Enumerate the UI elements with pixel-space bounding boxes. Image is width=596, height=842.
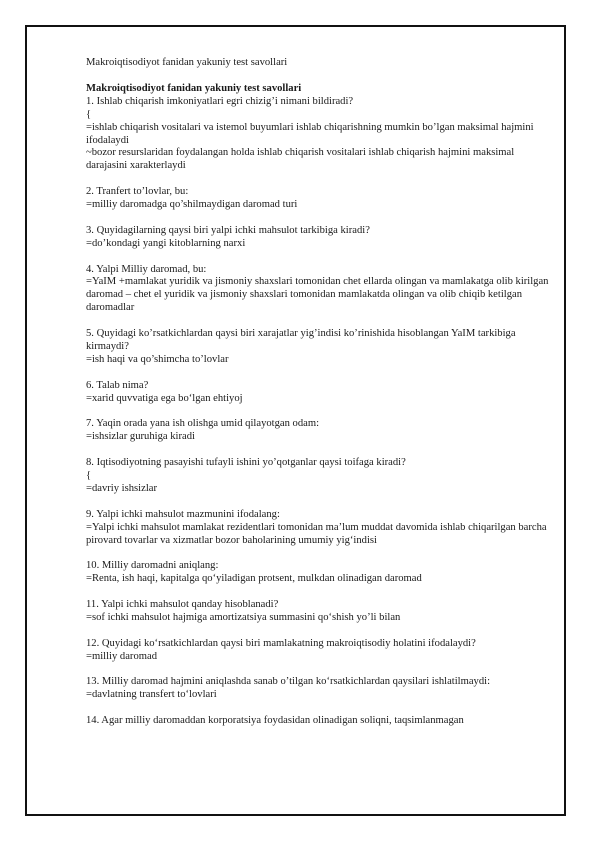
answer-line: =sof ichki mahsulot hajmiga amortizatsiya summasini qo‘shish yo’li bilan: [86, 611, 401, 623]
question-block: [86, 186, 556, 212]
question-block: [86, 638, 556, 664]
answer-line: =YaIM +mamlakat yuridik va jismoniy shaxslari tomonidan chet ellarda olingan va mamlakatga olib kirilgan daromad – chet el yuridik va jismoniy shaxslari tomonidan mamlakatda olingan va olib chiqib ketilgan daromadlar: [86, 276, 549, 314]
question-block: [86, 509, 556, 548]
question-block: [86, 380, 556, 406]
question-block: [86, 599, 556, 625]
question-block: [86, 418, 556, 444]
question-text: 11. Yalpi ichki mahsulot qanday hisoblanadi?: [86, 599, 279, 610]
question-text: 6. Talab nima?: [86, 379, 149, 391]
question-text: 3. Quyidagilarning qaysi biri yalpi ichki mahsulot tarkibiga kiradi?: [86, 224, 370, 236]
answer-line: =do’kondagi yangi kitoblarning narxi: [86, 237, 246, 249]
question-block: [86, 96, 556, 173]
question-block: [86, 264, 556, 316]
running-title: Makroiqtisodiyot fanidan yakuniy test savollari: [86, 57, 288, 68]
question-block: [86, 328, 556, 367]
question-list: [86, 96, 556, 728]
question-text: 2. Tranfert to’lovlar, bu:: [86, 186, 189, 198]
answer-line: =ishlab chiqarish vositalari va istemol buyumlari ishlab chiqarishning mumkin bo’lgan maksimal hajmini ifodalaydi: [86, 121, 534, 146]
question-block: [86, 715, 556, 728]
answer-line: ~bozor resurslaridan foydalangan holda ishlab chiqarish vositalari ishlab chiqarish hajmini maksimal darajasini xarakterlaydi: [86, 147, 515, 172]
question-block: [86, 560, 556, 586]
question-text: 10. Milliy daromadni aniqlang:: [86, 560, 219, 572]
answer-line: {: [86, 469, 92, 481]
answer-line: {: [86, 108, 92, 120]
question-text: 14. Agar milliy daromaddan korporatsiya foydasidan olinadigan soliqni, taqsimlanmagan: [86, 715, 464, 727]
document-body: [86, 57, 556, 741]
answer-line: =ish haqi va qo’shimcha to’lovlar: [86, 353, 229, 365]
question-block: [86, 457, 556, 496]
question-text: 12. Quyidagi ko‘rsatkichlardan qaysi biri mamlakatning makroiqtisodiy holatini ifodalaydi?: [86, 637, 476, 649]
answer-line: =xarid quvvatiga ega bo‘lgan ehtiyoj: [86, 392, 243, 404]
question-text: 7. Yaqin orada yana ish olishga umid qilayotgan odam:: [86, 418, 320, 430]
document-title: Makroiqtisodiyot fanidan yakuniy test savollari: [86, 82, 302, 94]
answer-line: =ishsizlar guruhiga kiradi: [86, 431, 195, 443]
answer-line: =milliy daromad: [86, 650, 157, 662]
question-block: [86, 676, 556, 702]
question-text: 13. Milliy daromad hajmini aniqlashda sanab o’tilgan ko‘rsatkichlardan qaysilari ishlatilmaydi:: [86, 676, 491, 688]
question-text: 9. Yalpi ichki mahsulot mazmunini ifodalang:: [86, 508, 280, 520]
answer-line: =milliy daromadga qo’shilmaydigan daromad turi: [86, 199, 298, 211]
answer-line: =davlatning transfert to‘lovlari: [86, 689, 217, 701]
answer-line: =Renta, ish haqi, kapitalga qo‘yiladigan protsent, mulkdan olinadigan daromad: [86, 573, 422, 585]
answer-line: =Yalpi ichki mahsulot mamlakat rezidentlari tomonidan ma’lum muddat davomida ishlab chiqarilgan barcha pirovard tovarlar va xizmatlar bozor baholarining umumiy yig‘indisi: [86, 521, 547, 546]
question-block: [86, 225, 556, 251]
answer-line: =davriy ishsizlar: [86, 482, 157, 494]
question-text: 1. Ishlab chiqarish imkoniyatlari egri chizig’i nimani bildiradi?: [86, 95, 354, 107]
question-text: 5. Quyidagi ko’rsatkichlardan qaysi biri xarajatlar yig’indisi ko’rinishida hisoblangan YaIM tarkibiga kirmaydi?: [86, 328, 516, 352]
question-text: 8. Iqtisodiyotning pasayishi tufayli ishini yo’qotganlar qaysi toifaga kiradi?: [86, 457, 406, 469]
question-text: 4. Yalpi Milliy daromad, bu:: [86, 263, 207, 275]
